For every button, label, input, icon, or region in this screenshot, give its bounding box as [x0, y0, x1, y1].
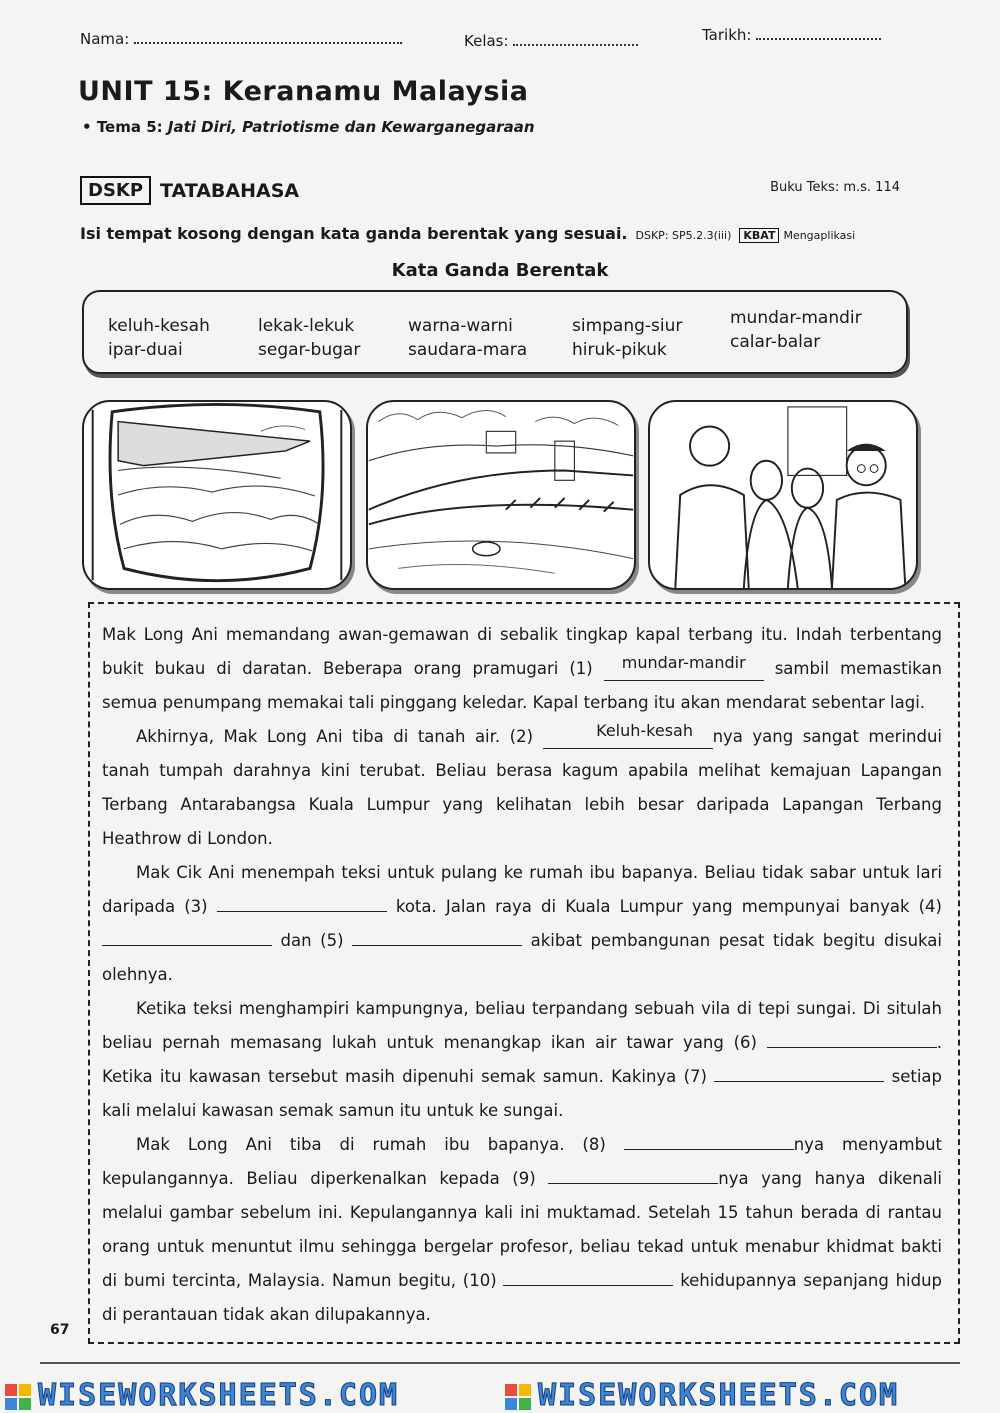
illustration-family-reunion [648, 400, 918, 590]
story-text: Akhirnya, Mak Long Ani tiba di tanah air. (2) [136, 727, 534, 746]
story-text: kehidupannya sepanjang hidup di perantauan tidak akan dilupakannya. [102, 1271, 943, 1324]
story-text: nya yang sangat merindui tanah tumpah darahnya kini terubat. Beliau berasa kagum apabila melihat kemajuan Lapangan Terbang Antarabangsa Kuala Lumpur yang kelihatan lebih besar daripada Lapangan Terbang Heathrow di London. [102, 727, 942, 848]
story-text: nya menyambut kepulangannya. Beliau diperkenalkan kepada (9) [102, 1135, 943, 1188]
story-text: dan (5) [280, 931, 344, 950]
tarikh-field[interactable] [702, 26, 881, 44]
watermark-2 [504, 1378, 899, 1413]
story-text: . Ketika itu kawasan tersebut masih dipenuhi semak samun. Kakinya (7) [102, 1033, 942, 1086]
word-item: mundar-mandir [730, 308, 862, 328]
story-text: kota. Jalan raya di Kuala Lumpur yang mempunyai banyak (4) [395, 897, 942, 916]
story-paragraph-5 [102, 1128, 942, 1332]
word-item: calar-balar [730, 332, 821, 352]
story-text: Ketika teksi menghampiri kampungnya, beliau terpandang sebuah vila di tepi sungai. Di situlah beliau pernah memasang lukah untuk menangkap ikan air tawar yang (6) [102, 999, 942, 1052]
watermark-logo-icon [4, 1383, 32, 1411]
answer-blank-6[interactable] [767, 1028, 937, 1048]
word-column-4 [572, 314, 682, 362]
illustration-river-road [366, 400, 636, 590]
story-paragraph-1 [102, 618, 942, 720]
watermark-logo-icon [504, 1383, 532, 1411]
story-text: Mak Long Ani memandang awan-gemawan di sebalik tingkap kapal terbang itu. Indah terbentang bukit bukau di daratan. Beberapa orang pramugari (1) [102, 625, 942, 678]
river-road-drawing [368, 402, 634, 588]
dskp-code: DSKP: SP5.2.3(iii) [635, 229, 732, 242]
answer-blank-8[interactable] [624, 1130, 794, 1150]
story-passage [102, 618, 942, 1332]
answer-blank-10[interactable] [503, 1266, 673, 1286]
word-item: keluh-kesah [108, 316, 210, 336]
watermark-text: WISEWORKSHEETS.COM [38, 1378, 400, 1413]
story-passage-box [88, 602, 960, 1344]
tarikh-label: Tarikh: [702, 26, 752, 44]
word-column-3 [408, 314, 527, 362]
answer-2: Keluh-kesah [596, 721, 693, 740]
story-paragraph-3 [102, 856, 942, 992]
answer-blank-2[interactable] [543, 721, 713, 749]
word-item: segar-bugar [258, 340, 361, 360]
story-text: Mak Long Ani tiba di rumah ibu bapanya. (8) [136, 1135, 606, 1154]
story-paragraph-2 [102, 720, 942, 856]
kelas-label: Kelas: [464, 32, 509, 50]
story-text: Mak Cik Ani menempah teksi untuk pulang ke rumah ibu bapanya. Beliau tidak sabar untuk lari daripada (3) [102, 863, 942, 916]
instruction-line [80, 224, 910, 243]
answer-blank-4[interactable] [102, 926, 272, 946]
unit-title: UNIT 15: Keranamu Malaysia [78, 76, 529, 107]
dskp-tag: DSKP [80, 176, 151, 205]
word-item: saudara-mara [408, 340, 528, 360]
nama-label: Nama: [80, 30, 130, 48]
watermark-1 [4, 1378, 399, 1413]
story-text: nya yang hanya dikenali melalui gambar sebelum ini. Kepulangannya kali ini muktamad. Setelah 15 tahun berada di rantau orang untuk menuntut ilmu sehingga bergelar profesor, beliau tekad untuk menabur khidmat bakti di bumi tercinta, Malaysia. Namun begitu, (10) [102, 1169, 942, 1290]
word-item: hiruk-pikuk [572, 340, 667, 360]
nama-field[interactable] [80, 30, 402, 48]
buku-teks-ref: Buku Teks: m.s. 114 [770, 180, 900, 195]
word-column-2 [258, 314, 360, 362]
word-item: lekak-lekuk [258, 316, 355, 336]
answer-blank-7[interactable] [714, 1062, 884, 1082]
word-bank [82, 290, 908, 374]
story-text: akibat pembangunan pesat tidak begitu disukai olehnya. [102, 931, 942, 984]
story-text: setiap kali melalui kawasan semak samun itu untuk ke sungai. [102, 1067, 942, 1120]
kelas-field[interactable] [464, 32, 638, 50]
story-text: sambil memastikan semua penumpang memakai tali pinggang keledar. Kapal terbang itu akan mendarat sebentar lagi. [102, 659, 943, 712]
kbat-text: Mengaplikasi [783, 229, 856, 242]
illustration-airplane-window [82, 400, 352, 590]
word-box-title: Kata Ganda Berentak [391, 260, 609, 281]
section-header [80, 176, 900, 208]
footer-divider [40, 1362, 960, 1364]
word-item: ipar-duai [108, 340, 183, 360]
word-item: warna-warni [408, 316, 513, 336]
word-column-1 [108, 314, 210, 362]
section-title: TATABAHASA [160, 180, 300, 202]
tema-text: Jati Diri, Patriotisme dan Kewarganegaraan [167, 118, 535, 136]
tema-line: • Tema 5: Jati Diri, Patriotisme dan Kewarganegaraan [82, 118, 535, 136]
word-item: simpang-siur [572, 316, 683, 336]
story-paragraph-4 [102, 992, 942, 1128]
watermark-text: WISEWORKSHEETS.COM [538, 1378, 900, 1413]
tema-label: Tema 5: [96, 118, 163, 136]
answer-blank-5[interactable] [352, 926, 522, 946]
word-column-5 [730, 306, 862, 354]
instruction-text: Isi tempat kosong dengan kata ganda berentak yang sesuai. [80, 224, 628, 243]
airplane-window-drawing [84, 402, 350, 588]
watermark-footer [0, 1376, 1000, 1413]
kbat-tag: KBAT [739, 228, 779, 243]
answer-blank-3[interactable] [217, 892, 387, 912]
family-reunion-drawing [650, 402, 916, 588]
answer-blank-1[interactable] [604, 653, 764, 681]
page-number: 67 [50, 1322, 70, 1338]
answer-1: mundar-mandir [621, 653, 746, 672]
answer-blank-9[interactable] [548, 1164, 718, 1184]
